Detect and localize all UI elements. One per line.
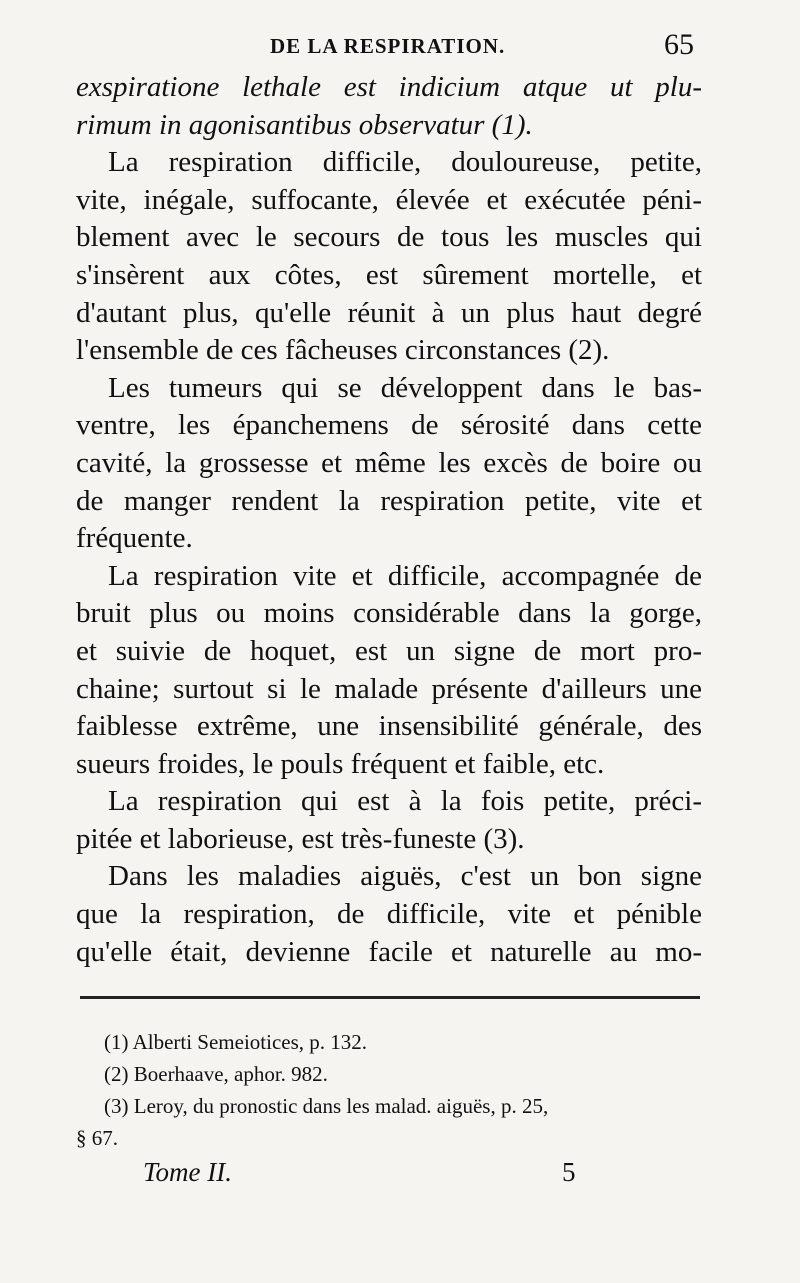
text-line: Les tumeurs qui se développent dans le bas- <box>108 371 702 404</box>
text-line: cavité, la grossesse et même les excès de boire ou <box>76 446 702 479</box>
text-line: La respiration difficile, douloureuse, petite, <box>108 146 702 179</box>
text-line: d'autant plus, qu'elle réunit à un plus haut degré <box>76 296 702 329</box>
text-line: fréquente. <box>76 522 193 555</box>
footnote: (3) Leroy, du pronostic dans les malad. aiguës, p. 25, <box>104 1094 549 1118</box>
text-line: et suivie de hoquet, est un signe de mort pro- <box>76 634 702 667</box>
text-line: rimum in agonisantibus observatur (1). <box>76 108 533 141</box>
text-line: de manger rendent la respiration petite, vite et <box>76 484 702 517</box>
page-number: 65 <box>664 28 694 61</box>
footnote: (1) Alberti Semeiotices, p. 132. <box>104 1030 368 1054</box>
page-header <box>0 30 800 66</box>
volume-label: Tome II. <box>143 1157 233 1187</box>
text-line: Dans les maladies aiguës, c'est un bon signe <box>108 860 702 893</box>
footnote-rule <box>80 996 700 999</box>
text-line: qu'elle était, devienne facile et naturelle au mo- <box>76 935 702 968</box>
text-line: chaine; surtout si le malade présente d'ailleurs une <box>76 672 702 705</box>
footnotes <box>76 1026 696 1154</box>
footnote-continuation: § 67. <box>76 1126 118 1150</box>
running-title: DE LA RESPIRATION. <box>270 34 506 58</box>
text-line: bruit plus ou moins considérable dans la gorge, <box>76 597 702 630</box>
text-line: s'insèrent aux côtes, est sûrement mortelle, et <box>76 258 702 291</box>
text-line: ventre, les épanchemens de sérosité dans cette <box>76 409 702 442</box>
text-line: La respiration vite et difficile, accompagnée de <box>108 559 702 592</box>
text-line: l'ensemble de ces fâcheuses circonstances (2). <box>76 334 610 367</box>
text-line: que la respiration, de difficile, vite et pénible <box>76 898 702 931</box>
text-line: faiblesse extrême, une insensibilité générale, des <box>76 710 702 743</box>
signature-mark: 5 <box>562 1157 576 1187</box>
text-line: La respiration qui est à la fois petite, préci- <box>108 785 702 818</box>
text-line: exspiratione lethale est indicium atque ut plu- <box>76 71 702 103</box>
text-line: vite, inégale, suffocante, élevée et exécutée péni- <box>76 183 702 216</box>
page-footer <box>0 1157 800 1197</box>
footnote: (2) Boerhaave, aphor. 982. <box>104 1062 328 1086</box>
text-line: pitée et laborieuse, est très-funeste (3). <box>76 822 525 855</box>
body-text <box>76 69 702 971</box>
text-line: sueurs froides, le pouls fréquent et faible, etc. <box>76 747 605 780</box>
text-line: blement avec le secours de tous les muscles qui <box>76 221 702 254</box>
